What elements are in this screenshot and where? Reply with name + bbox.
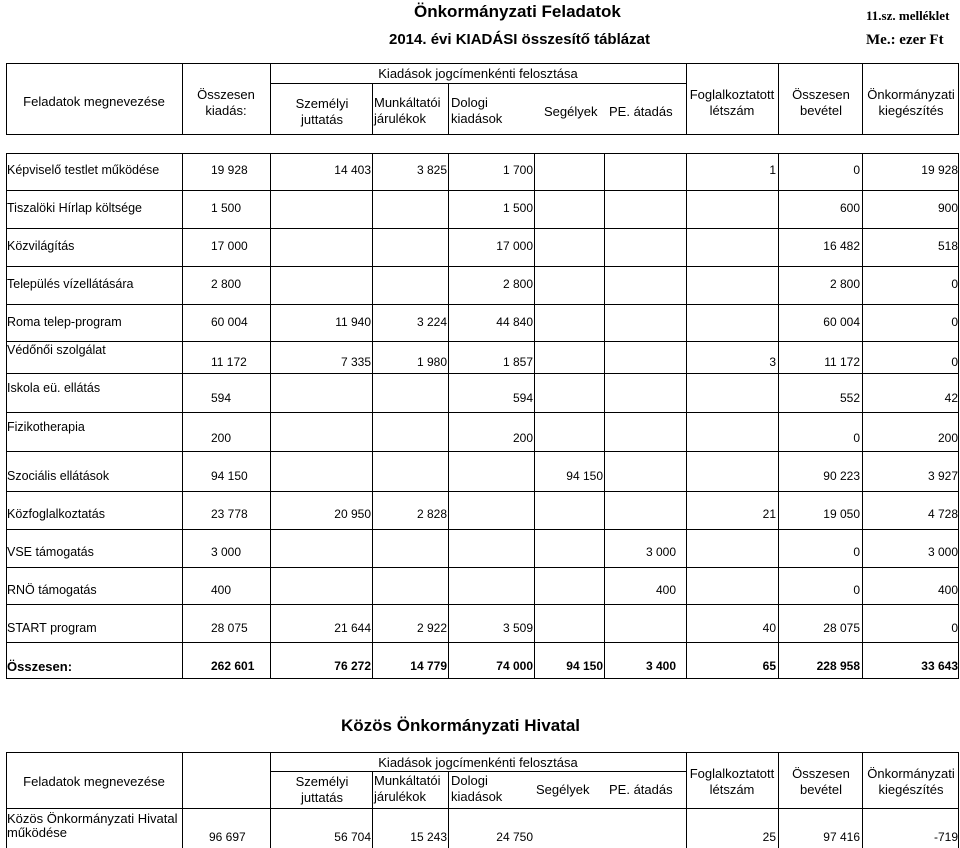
cell-supplement: 900 — [937, 201, 958, 215]
col-sep — [372, 771, 373, 848]
header-transfer: PE. átadás — [609, 104, 673, 119]
unit-label: Me.: ezer Ft — [866, 32, 944, 48]
s2-row-name-1: Közös Önkormányzati Hivatal — [7, 811, 178, 826]
body-frame — [6, 153, 959, 679]
cell-supplement: 0 — [951, 277, 958, 291]
page-subtitle: 2014. évi KIADÁSI összesítő táblázat — [389, 31, 650, 48]
body-col-separator — [862, 153, 863, 679]
cell-revenue: 28 075 — [823, 621, 860, 635]
cell-total: 17 000 — [211, 239, 248, 253]
cell-revenue: 16 482 — [823, 239, 860, 253]
s2-row-personal: 56 704 — [334, 830, 371, 844]
row-separator — [6, 304, 959, 305]
header-personal-1: Személyi — [295, 96, 349, 111]
col-sep — [778, 752, 779, 848]
header-employer-1: Munkáltatói — [374, 95, 441, 110]
col-sep — [686, 63, 687, 135]
header-material-2: kiadások — [451, 111, 503, 126]
cell-total: 60 004 — [211, 315, 248, 329]
cell-total: 19 928 — [211, 163, 248, 177]
row-name: RNÖ támogatás — [7, 583, 97, 597]
row-separator — [6, 266, 959, 267]
body-col-separator — [372, 153, 373, 679]
s2-row-material: 24 750 — [496, 830, 533, 844]
cell-revenue: 0 — [853, 431, 860, 445]
cell-supplement: 0 — [951, 621, 958, 635]
col-sep — [448, 83, 449, 135]
cell-supplement: 518 — [937, 239, 958, 253]
cell-personal: 20 950 — [334, 507, 371, 521]
header-supplement-2: kiegészítés — [878, 103, 944, 118]
row-name: Iskola eü. ellátás — [7, 381, 101, 395]
s2-row-supplement: -719 — [933, 830, 958, 844]
cell-total: 28 075 — [211, 621, 248, 635]
cell-material: 200 — [512, 431, 533, 445]
row-separator — [6, 190, 959, 191]
row-name: VSE támogatás — [7, 545, 94, 559]
s2-header-supplement-1: Önkormányzati — [867, 766, 955, 781]
cell-material: 1 500 — [502, 201, 533, 215]
cell-revenue: 552 — [839, 391, 860, 405]
cell-revenue: 600 — [839, 201, 860, 215]
cell-total: 400 — [211, 583, 232, 597]
s2-header-staff-2: létszám — [709, 782, 755, 797]
header-distribution: Kiadások jogcímenkénti felosztása — [378, 66, 578, 81]
cell-supplement: 3 927 — [927, 469, 958, 483]
header-material-1: Dologi — [451, 95, 488, 110]
cell-personal: 21 644 — [334, 621, 371, 635]
header-total-1: Összesen — [197, 87, 255, 102]
section2-row-sep — [6, 808, 959, 809]
cell-total: 200 — [211, 431, 232, 445]
section-title: Közös Önkormányzati Hivatal — [341, 716, 581, 735]
s2-header-employer-1: Munkáltatói — [374, 773, 441, 788]
cell-revenue: 0 — [853, 583, 860, 597]
body-col-separator — [270, 153, 271, 679]
cell-material: 3 509 — [502, 621, 533, 635]
row-name: Védőnői szolgálat — [7, 343, 106, 357]
s2-header-personal-2: juttatás — [301, 790, 343, 805]
row-separator — [6, 529, 959, 530]
cell-material: 1 700 — [502, 163, 533, 177]
cell-revenue: 90 223 — [823, 469, 860, 483]
header-revenue-1: Összesen — [792, 87, 850, 102]
col-sep — [182, 63, 183, 135]
col-sep — [448, 771, 449, 848]
body-col-separator — [182, 153, 183, 679]
section2-header-sep — [270, 771, 686, 772]
cell-employer: 3 825 — [416, 163, 447, 177]
s2-header-grants: Segélyek — [536, 782, 590, 797]
cell-employer: 1 980 — [416, 355, 447, 369]
s2-header-transfer: PE. átadás — [609, 782, 673, 797]
row-name: Közvilágítás — [7, 239, 75, 253]
s2-row-employer: 15 243 — [410, 830, 447, 844]
row-name: Szociális ellátások — [7, 469, 110, 483]
cell-grants: 94 150 — [566, 659, 603, 673]
cell-personal: 11 940 — [335, 315, 371, 329]
row-separator — [6, 228, 959, 229]
row-name: Közfoglalkoztatás — [7, 507, 105, 521]
s2-header-material-1: Dologi — [451, 773, 488, 788]
s2-row-total: 96 697 — [209, 830, 246, 844]
header-grants: Segélyek — [544, 104, 598, 119]
cell-staff: 40 — [762, 621, 776, 635]
row-name: START program — [7, 621, 97, 635]
cell-material: 594 — [512, 391, 533, 405]
header-sep — [270, 83, 686, 84]
s2-row-name-2: működése — [7, 825, 67, 840]
header-supplement-1: Önkormányzati — [867, 87, 955, 102]
row-separator — [6, 567, 959, 568]
cell-personal: 7 335 — [340, 355, 371, 369]
row-separator — [6, 341, 959, 342]
cell-staff: 3 — [769, 355, 776, 369]
cell-supplement: 200 — [937, 431, 958, 445]
row-separator — [6, 642, 959, 643]
s2-header-distribution: Kiadások jogcímenkénti felosztása — [378, 755, 578, 770]
row-separator — [6, 451, 959, 452]
row-name: Tiszalöki Hírlap költsége — [7, 201, 143, 215]
cell-revenue: 0 — [853, 545, 860, 559]
row-separator — [6, 604, 959, 605]
cell-supplement: 42 — [944, 391, 958, 405]
cell-total: 94 150 — [211, 469, 248, 483]
col-sep — [182, 752, 183, 848]
cell-revenue: 60 004 — [823, 315, 860, 329]
cell-employer: 2 828 — [416, 507, 447, 521]
row-separator — [6, 373, 959, 374]
header-revenue-2: bevétel — [800, 103, 842, 118]
row-name: Fizikotherapia — [7, 420, 85, 434]
cell-material: 74 000 — [496, 659, 533, 673]
cell-employer: 2 922 — [416, 621, 447, 635]
cell-supplement: 3 000 — [927, 545, 958, 559]
s2-header-revenue-2: bevétel — [800, 782, 842, 797]
cell-material: 1 857 — [502, 355, 533, 369]
cell-total: 262 601 — [211, 659, 255, 673]
cell-supplement: 400 — [937, 583, 958, 597]
body-col-separator — [686, 153, 687, 679]
cell-total: 3 000 — [211, 545, 242, 559]
row-separator — [6, 491, 959, 492]
row-separator — [6, 412, 959, 413]
header-employer-2: járulékok — [374, 111, 427, 126]
cell-total: 11 172 — [211, 355, 247, 369]
s2-header-revenue-1: Összesen — [792, 766, 850, 781]
col-sep — [686, 752, 687, 848]
cell-grants: 94 150 — [566, 469, 603, 483]
cell-revenue: 0 — [853, 163, 860, 177]
row-name: Összesen: — [7, 659, 73, 674]
cell-staff: 65 — [762, 659, 776, 673]
cell-employer: 3 224 — [416, 315, 447, 329]
cell-total: 2 800 — [211, 277, 242, 291]
cell-employer: 14 779 — [410, 659, 447, 673]
body-col-separator — [778, 153, 779, 679]
cell-transfer: 3 400 — [645, 659, 676, 673]
cell-revenue: 19 050 — [823, 507, 860, 521]
cell-personal: 14 403 — [334, 163, 371, 177]
cell-personal: 76 272 — [334, 659, 371, 673]
cell-supplement: 4 728 — [927, 507, 958, 521]
body-col-separator — [448, 153, 449, 679]
cell-transfer: 3 000 — [645, 545, 676, 559]
cell-supplement: 19 928 — [921, 163, 958, 177]
cell-material: 44 840 — [496, 315, 533, 329]
header-staff-2: létszám — [709, 103, 755, 118]
cell-total: 23 778 — [211, 507, 248, 521]
row-name: Roma telep-program — [7, 315, 122, 329]
s2-header-supplement-2: kiegészítés — [878, 782, 944, 797]
s2-header-employer-2: járulékok — [374, 789, 427, 804]
cell-material: 17 000 — [496, 239, 533, 253]
s2-row-staff: 25 — [762, 830, 776, 844]
cell-revenue: 228 958 — [816, 659, 860, 673]
col-sep — [372, 83, 373, 135]
s2-header-material-2: kiadások — [451, 789, 503, 804]
header-total-2: kiadás: — [205, 103, 247, 118]
cell-supplement: 33 643 — [921, 659, 958, 673]
body-col-separator — [604, 153, 605, 679]
cell-transfer: 400 — [655, 583, 676, 597]
s2-header-task: Feladatok megnevezése — [23, 774, 165, 789]
cell-material: 2 800 — [502, 277, 533, 291]
header-staff-1: Foglalkoztatott — [689, 87, 775, 102]
cell-supplement: 0 — [951, 355, 958, 369]
cell-revenue: 2 800 — [829, 277, 860, 291]
attachment-number: 11.sz. melléklet — [866, 8, 950, 23]
s2-header-personal-1: Személyi — [295, 774, 349, 789]
header-personal-2: juttatás — [301, 112, 343, 127]
cell-staff: 1 — [769, 163, 776, 177]
cell-total: 594 — [211, 391, 232, 405]
col-sep — [778, 63, 779, 135]
page-title: Önkormányzati Feladatok — [414, 2, 621, 21]
cell-supplement: 0 — [951, 315, 958, 329]
cell-revenue: 11 172 — [824, 355, 860, 369]
s2-header-staff-1: Foglalkoztatott — [689, 766, 775, 781]
cell-total: 1 500 — [211, 201, 242, 215]
row-name: Település vízellátására — [7, 277, 134, 291]
body-col-separator — [534, 153, 535, 679]
cell-staff: 21 — [762, 507, 776, 521]
header-task: Feladatok megnevezése — [23, 94, 165, 109]
s2-row-revenue: 97 416 — [823, 830, 860, 844]
row-name: Képviselő testlet működése — [7, 163, 160, 177]
